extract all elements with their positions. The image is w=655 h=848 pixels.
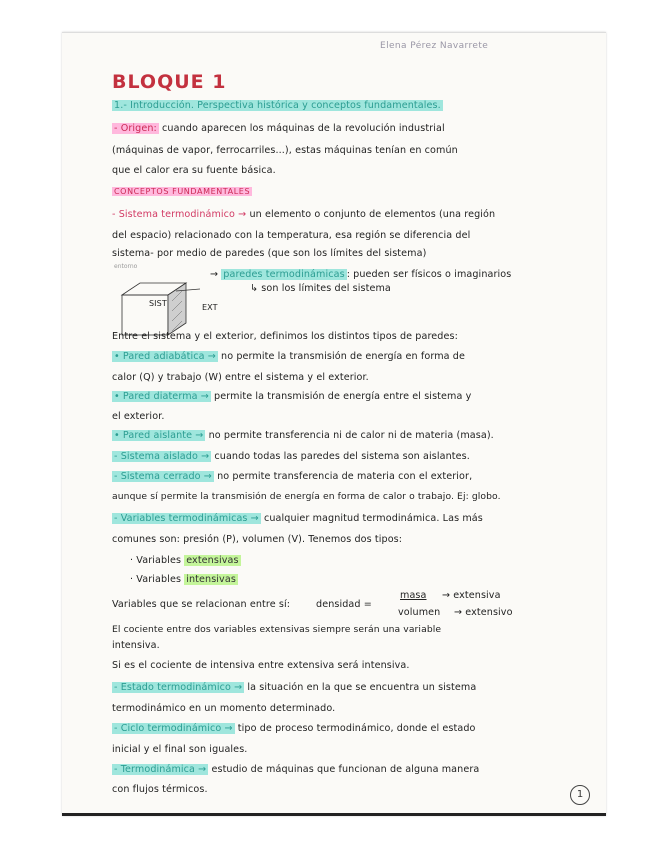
closed-text-1: no permite transferencia de materia con el exterior,	[213, 471, 473, 482]
walls-arrow: →	[210, 269, 222, 280]
origin-line-2: (máquinas de vapor, ferrocarriles...), estas máquinas tenían en común	[112, 145, 458, 156]
diagram-sist-label: SIST	[149, 299, 167, 308]
page-title: BLOQUE 1	[112, 71, 227, 93]
density-label: densidad =	[316, 599, 372, 610]
walls-text: : pueden ser físicos o imaginarios	[346, 269, 512, 280]
page-number: 1	[570, 785, 590, 805]
quotient-line-2: intensiva.	[112, 640, 160, 651]
insulating-line	[112, 430, 494, 441]
intensive-item	[130, 574, 238, 585]
author-name: Elena Pérez Navarrete	[380, 41, 489, 51]
extensive-prefix: · Variables	[130, 555, 185, 566]
variables-label: - Variables termodinámicas →	[114, 513, 259, 524]
state-label: - Estado termodinámico →	[114, 682, 243, 693]
section-heading	[112, 100, 443, 111]
limits-arrow: ↳	[250, 283, 262, 294]
extensive-word: extensivas	[186, 555, 239, 566]
isolated-line	[112, 451, 470, 462]
system-line-1	[112, 209, 495, 220]
isolated-text: cuando todas las paredes del sistema son aislantes.	[211, 451, 470, 462]
intensive-word: intensivas	[186, 574, 236, 585]
walls-line	[210, 269, 511, 280]
variables-text-1: cualquier magnitud termodinámica. Las más	[260, 513, 483, 524]
density-numerator: masa	[400, 590, 427, 601]
diagram-ext-label: EXT	[202, 303, 218, 312]
closed-label: - Sistema cerrado →	[114, 471, 212, 482]
diathermal-line-1	[112, 391, 471, 402]
intensive-prefix: · Variables	[130, 574, 185, 585]
extensive-item	[130, 555, 241, 566]
origin-label: - Origen:	[114, 123, 157, 134]
numerator-type: → extensiva	[442, 590, 501, 601]
cycle-line-2: inicial y el final son iguales.	[112, 744, 248, 755]
concepts-heading	[112, 187, 252, 196]
density-denominator: volumen	[398, 607, 441, 618]
system-line-2: del espacio) relacionado con la temperatura, esa región se diferencia del	[112, 230, 471, 241]
limits-line	[250, 283, 391, 294]
system-line-3: sistema- por medio de paredes (que son los límites del sistema)	[112, 248, 427, 259]
cycle-line-1	[112, 723, 476, 734]
variables-line-1	[112, 513, 483, 524]
section-heading-text: 1.- Introducción. Perspectiva histórica y conceptos fundamentales.	[114, 100, 441, 111]
system-text-1: un elemento o conjunto de elementos (una región	[246, 209, 496, 220]
concepts-heading-text: CONCEPTOS FUNDAMENTALES	[114, 187, 251, 196]
closed-line-1	[112, 471, 472, 482]
quotient-line-1: El cociente entre dos variables extensivas siempre serán una variable	[112, 624, 442, 635]
thermo-line-2: con flujos térmicos.	[112, 784, 208, 795]
walls-intro: Entre el sistema y el exterior, definimos los distintos tipos de paredes:	[112, 331, 458, 342]
insulating-label: • Pared aislante →	[114, 430, 204, 441]
insulating-text: no permite transferencia ni de calor ni de materia (masa).	[205, 430, 494, 441]
origin-text-1: cuando aparecen los máquinas de la revolución industrial	[158, 123, 445, 134]
entorno-note: entorno	[114, 263, 138, 270]
origin-line-3: que el calor era su fuente básica.	[112, 165, 276, 176]
diathermal-label: • Pared diaterma →	[114, 391, 209, 402]
system-label: - Sistema termodinámico →	[112, 209, 247, 220]
cycle-label: - Ciclo termodinámico →	[114, 723, 233, 734]
diathermal-line-2: el exterior.	[112, 411, 165, 422]
notebook-page	[62, 32, 606, 816]
thermo-line-1	[112, 764, 479, 775]
origin-line-1	[112, 123, 445, 134]
denominator-type: → extensivo	[454, 607, 513, 618]
isolated-label: - Sistema aislado →	[114, 451, 210, 462]
walls-label: paredes termodinámicas	[223, 269, 345, 280]
adiabatic-text-1: no permite la transmisión de energía en forma de	[217, 351, 465, 362]
state-line-2: termodinámico en un momento determinado.	[112, 703, 336, 714]
quotient-line-3: Si es el cociente de intensiva entre extensiva será intensiva.	[112, 660, 410, 671]
relation-line: Variables que se relacionan entre sí:	[112, 599, 291, 610]
diathermal-text-1: permite la transmisión de energía entre el sistema y	[210, 391, 472, 402]
state-line-1	[112, 682, 476, 693]
closed-line-2: aunque sí permite la transmisión de energía en forma de calor o trabajo. Ej: globo.	[112, 491, 501, 502]
variables-line-2: comunes son: presión (P), volumen (V). Tenemos dos tipos:	[112, 534, 403, 545]
adiabatic-line-2: calor (Q) y trabajo (W) entre el sistema y el exterior.	[112, 372, 369, 383]
adiabatic-line-1	[112, 351, 465, 362]
thermo-text-1: estudio de máquinas que funcionan de alguna manera	[208, 764, 480, 775]
adiabatic-label: • Pared adiabática →	[114, 351, 216, 362]
state-text-1: la situación en la que se encuentra un sistema	[244, 682, 477, 693]
thermo-label: - Termodinámica →	[114, 764, 207, 775]
cycle-text-1: tipo de proceso termodinámico, donde el estado	[234, 723, 476, 734]
limits-text: son los límites del sistema	[261, 283, 391, 294]
